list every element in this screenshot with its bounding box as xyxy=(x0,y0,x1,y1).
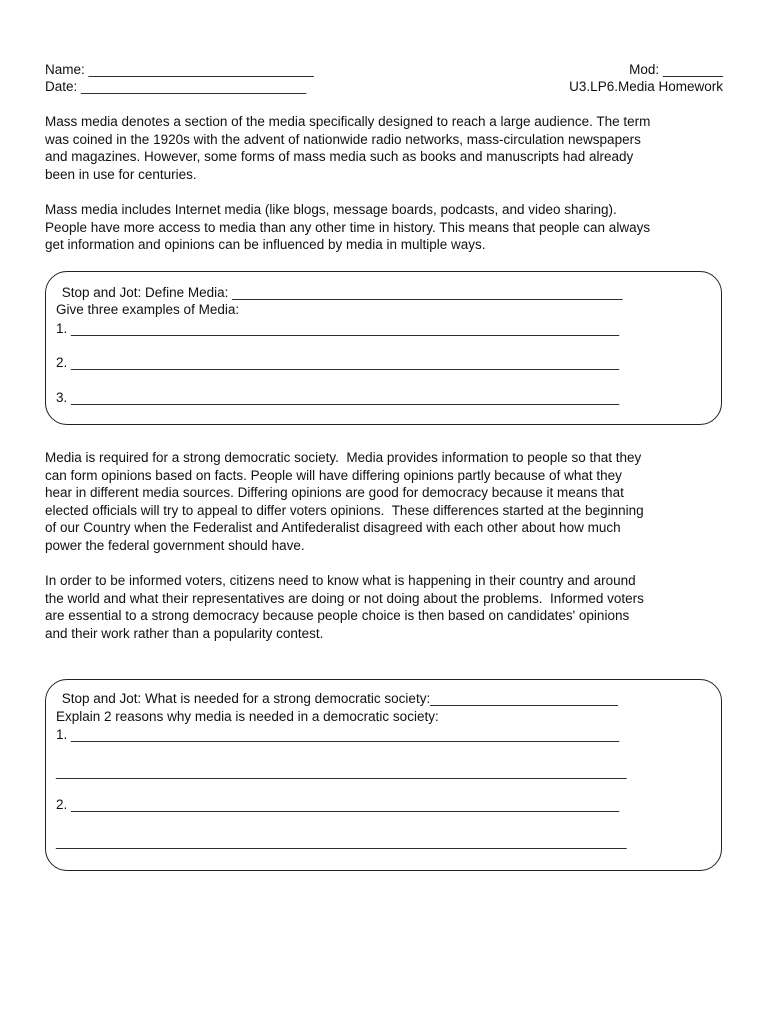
text-line: People have more access to media than any other time in history. This means that people can always xyxy=(45,219,651,235)
answer-line-2-continued[interactable]: ____________________________________________________________________________ xyxy=(56,834,627,849)
answer-line-1-continued[interactable]: ____________________________________________________________________________ xyxy=(56,764,627,779)
mod-field[interactable]: Mod: ________ xyxy=(629,62,723,77)
text-line: In order to be informed voters, citizens need to know what is happening in their country and around xyxy=(45,573,636,588)
date-field[interactable]: Date: ______________________________ xyxy=(45,79,307,94)
assignment-title: U3.LP6.Media Homework xyxy=(569,79,723,94)
answer-line-3[interactable]: 3. _________________________________________________________________________ xyxy=(56,390,620,405)
answer-line-1[interactable]: 1. _________________________________________________________________________ xyxy=(56,727,620,742)
text-line: Mass media includes Internet media (like blogs, message boards, podcasts, and video sharing). xyxy=(45,202,617,217)
democratic-society-prompt[interactable]: Stop and Jot: What is needed for a strong democratic society:_________________________ xyxy=(58,691,618,706)
text-line: elected officials will try to appeal to differ voters opinions. These differences started at the beginning xyxy=(45,502,644,518)
define-media-prompt[interactable]: Stop and Jot: Define Media: ____________________________________________________ xyxy=(58,285,623,300)
text-line: and their work rather than a popularity contest. xyxy=(45,625,324,641)
text-line: was coined in the 1920s with the advent of nationwide radio networks, mass-circulation newspapers xyxy=(45,131,641,147)
answer-line-2[interactable]: 2. _________________________________________________________________________ xyxy=(56,797,620,812)
text-line: the world and what their representatives are doing or not doing about the problems. Informed voters xyxy=(45,590,644,606)
text-line: Mass media denotes a section of the media specifically designed to reach a large audience. The term xyxy=(45,114,651,129)
text-line: and magazines. However, some forms of mass media such as books and manuscripts had already xyxy=(45,149,634,164)
text-line: hear in different media sources. Differing opinions are good for democracy because it means that xyxy=(45,485,624,500)
reasons-instruction: Explain 2 reasons why media is needed in a democratic society: xyxy=(56,709,439,724)
text-line: are essential to a strong democracy because people choice is then based on candidates' opinions xyxy=(45,608,630,623)
paragraph-media-democracy xyxy=(45,449,725,554)
text-line: power the federal government should have. xyxy=(45,537,305,553)
paragraph-internet-media xyxy=(45,201,725,254)
text-line: can form opinions based on facts. People will have differing opinions partly because of what they xyxy=(45,467,622,483)
paragraph-mass-media-definition xyxy=(45,113,725,183)
text-line: been in use for centuries. xyxy=(45,166,197,182)
stop-and-jot-box-2 xyxy=(45,679,722,871)
examples-instruction: Give three examples of Media: xyxy=(56,302,240,317)
answer-line-1[interactable]: 1. _________________________________________________________________________ xyxy=(56,321,620,336)
paragraph-informed-voters xyxy=(45,572,725,642)
name-field[interactable]: Name: ______________________________ xyxy=(45,62,314,77)
text-line: get information and opinions can be influenced by media in multiple ways. xyxy=(45,237,486,252)
answer-line-2[interactable]: 2. _________________________________________________________________________ xyxy=(56,355,620,370)
stop-and-jot-box-1 xyxy=(45,271,722,425)
text-line: Media is required for a strong democratic society. Media provides information to people so that they xyxy=(45,450,642,465)
text-line: of our Country when the Federalist and Antifederalist disagreed with each other about how much xyxy=(45,520,621,535)
